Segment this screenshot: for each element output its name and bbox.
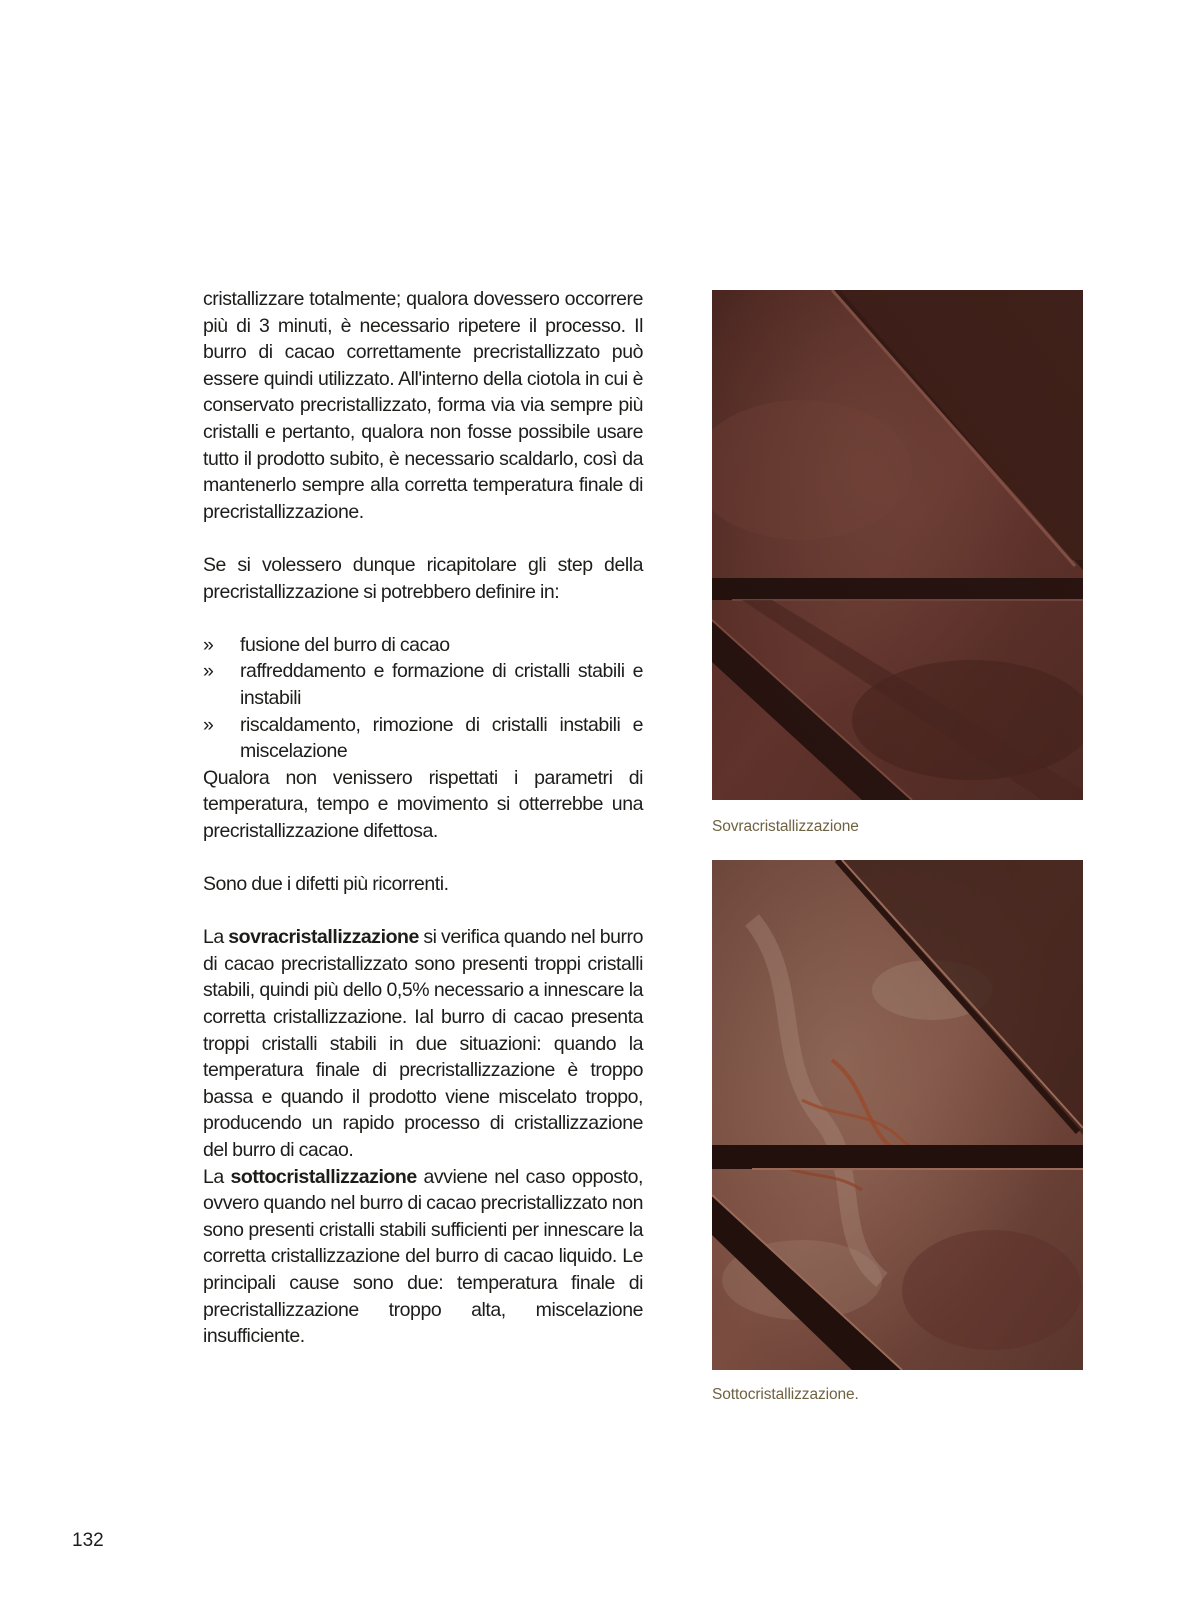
page-number: 132 <box>72 1530 104 1551</box>
paragraph-defects-intro: Sono due i difetti più ricorrenti. <box>203 873 449 896</box>
paragraph-gap <box>203 605 643 632</box>
paragraph-overcrystallization <box>203 924 643 1163</box>
term-undercrystallization: sottocristallizzazione <box>230 1165 417 1188</box>
text-lead: La <box>203 1165 231 1188</box>
text-rest: si verifica quando nel burro di cacao precristallizzato sono presenti troppi cristalli stabili, quindi più dello 0,5% necessario a innescare la corretta cristallizzazione. Ial burro di cacao presenta troppi cristalli stabili in due situazioni: quando la temperatura finale di precristallizzazione è troppo bassa e quando il prodotto viene miscelato troppo, producendo un rapido processo di cristallizzazione del burro di cacao. <box>203 926 643 1161</box>
step-text: raffreddamento e formazione di cristalli stabili e instabili <box>240 660 643 709</box>
chocolate-photo-2 <box>712 860 1083 1370</box>
photo-undercrystallized-chocolate <box>712 860 1083 1370</box>
paragraph-gap <box>203 525 643 552</box>
paragraph-defect-warning: Qualora non venissero rispettati i parametri di temperatura, tempo e movimento si otterrebbe una precristallizzazione difettosa. <box>203 766 643 842</box>
body-text-column <box>203 286 643 1350</box>
paragraph-process: cristallizzare totalmente; qualora dovessero occorrere più di 3 minuti, è necessario ripetere il processo. Il burro di cacao correttamente precristallizzato può essere quindi utilizzato. All'interno della ciotola in cui è conservato precristallizzato, forma via via sempre più cristalli e pertanto, qualora non fosse possibile usare tutto il prodotto subito, è necessario scaldarlo, così da mantenerlo sempre alla corretta temperatura finale di precristallizzazione. <box>203 288 643 523</box>
figure-caption: Sottocristallizzazione. <box>712 1386 859 1403</box>
step-text: riscaldamento, rimozione di cristalli instabili e miscelazione <box>240 713 643 763</box>
steps-list <box>203 632 643 765</box>
bullet-marker: » <box>203 633 214 656</box>
list-item <box>203 658 643 711</box>
paragraph-undercrystallization <box>203 1164 643 1350</box>
paragraph-summary-intro: Se si volessero dunque ricapitolare gli step della precristallizzazione si potrebbero definire in: <box>203 553 643 603</box>
step-text: fusione del burro di cacao <box>240 633 450 656</box>
bullet-marker: » <box>203 660 214 683</box>
chocolate-photo-1 <box>712 290 1083 800</box>
paragraph-gap <box>203 898 643 925</box>
figure-caption: Sovracristallizzazione <box>712 818 859 835</box>
photo-overcrystallized-chocolate <box>712 290 1083 800</box>
bullet-marker: » <box>203 713 214 736</box>
text-lead: La <box>203 926 229 949</box>
term-overcrystallization: sovracristallizzazione <box>228 926 419 949</box>
list-item <box>203 632 643 659</box>
paragraph-gap <box>203 844 643 871</box>
text-rest: avviene nel caso opposto, ovvero quando nel burro di cacao precristallizzato non sono presenti cristalli stabili sufficienti per innescare la corretta cristallizzazione del burro di cacao liquido. Le principali cause sono due: temperatura finale di precristallizzazione troppo alta, miscelazione insufficiente. <box>203 1165 643 1348</box>
list-item <box>203 712 643 765</box>
